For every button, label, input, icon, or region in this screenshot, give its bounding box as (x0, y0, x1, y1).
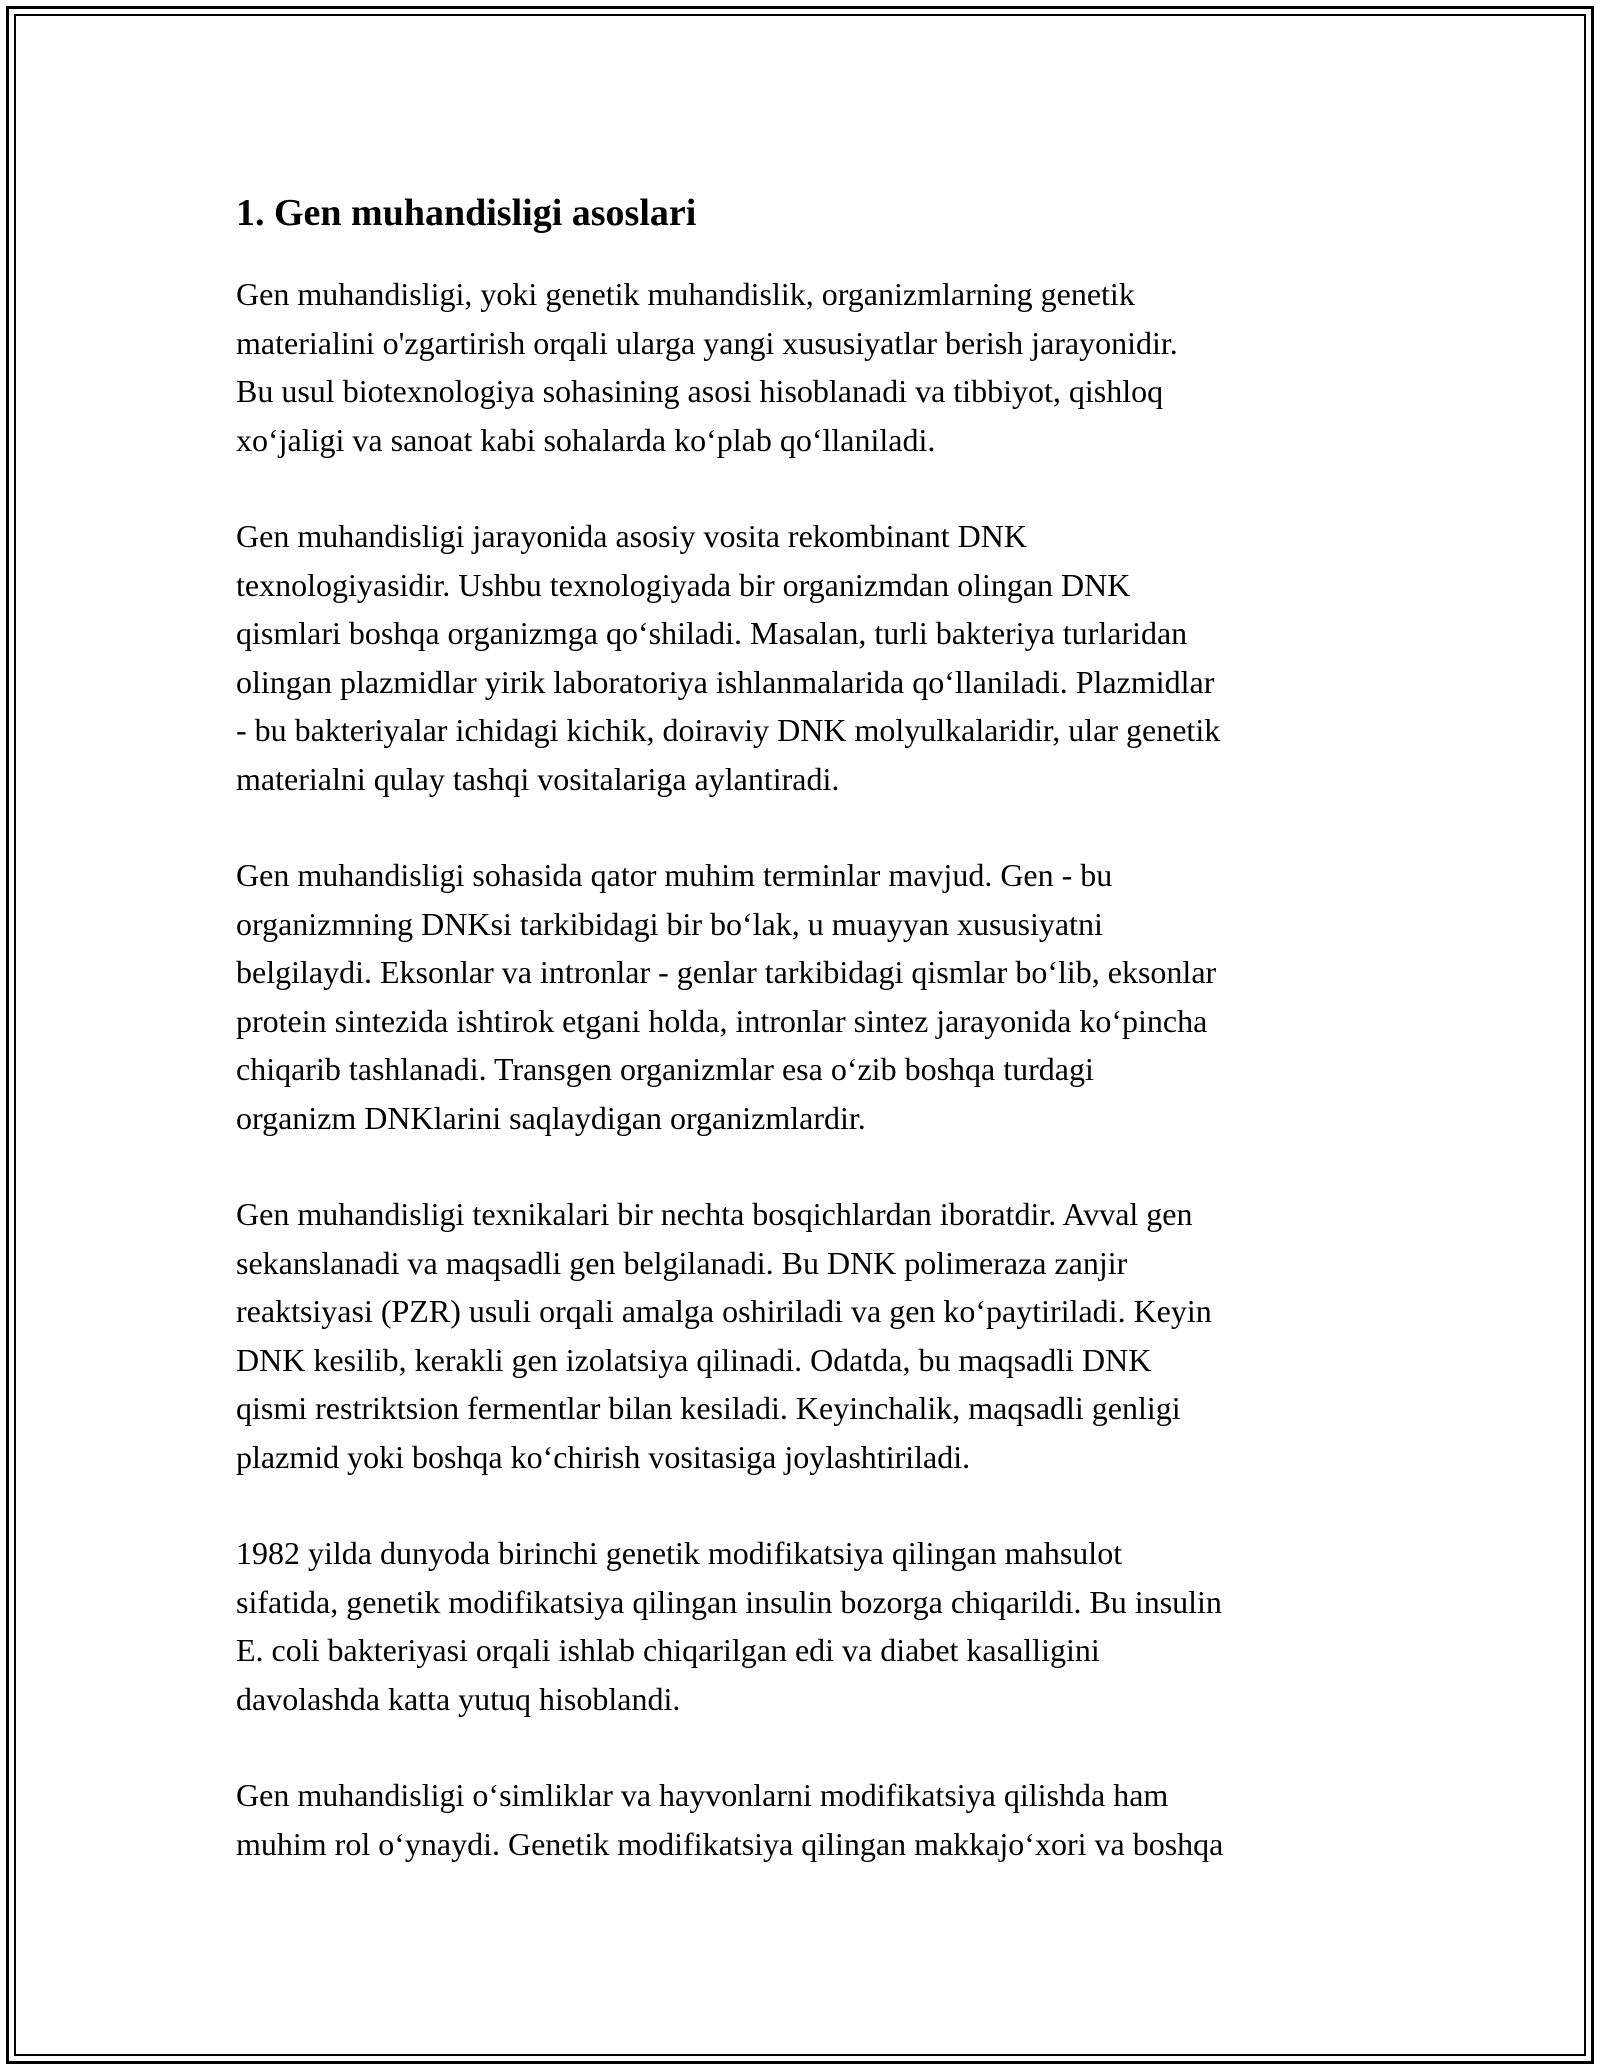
document-body (236, 182, 1376, 1868)
text-line: muhim rol o‘ynaydi. Genetik modifikatsiya qilingan makkajo‘xori va boshqa (236, 1825, 1224, 1862)
text-line: DNK kesilib, kerakli gen izolatsiya qilinadi. Odatda, bu maqsadli DNK (236, 1341, 1152, 1378)
paragraph-plants-animals (236, 1771, 1376, 1868)
text-line: Gen muhandisligi texnikalari bir nechta bosqichlardan iboratdir. Avval gen (236, 1196, 1193, 1232)
paragraph-terminology (236, 851, 1376, 1142)
text-line: Gen muhandisligi o‘simliklar va hayvonlarni modifikatsiya qilishda ham (236, 1777, 1169, 1813)
text-line: xo‘jaligi va sanoat kabi sohalarda ko‘plab qo‘llaniladi. (236, 421, 936, 458)
text-line: olingan plazmidlar yirik laboratoriya ishlanmalarida qo‘llaniladi. Plazmidlar (236, 663, 1215, 700)
text-line: belgilaydi. Eksonlar va intronlar - genlar tarkibidagi qismlar bo‘lib, eksonlar (236, 954, 1217, 990)
text-line: materialini o'zgartirish orqali ularga yangi xususiyatlar berish jarayonidir. (236, 324, 1178, 361)
text-line: protein sintezida ishtirok etgani holda, intronlar sintez jarayonida ko‘pincha (236, 1002, 1208, 1039)
text-line: qismlari boshqa organizmga qo‘shiladi. Masalan, turli bakteriya turlaridan (236, 615, 1188, 651)
text-line: - bu bakteriyalar ichidagi kichik, doiraviy DNK molyulkalaridir, ular genetik (236, 712, 1221, 748)
section-heading: 1. Gen muhandisligi asoslari (236, 192, 697, 234)
text-line: texnologiyasidir. Ushbu texnologiyada bir organizmdan olingan DNK (236, 566, 1131, 603)
text-line: Gen muhandisligi jarayonida asosiy vosita rekombinant DNK (236, 518, 1027, 554)
text-line: chiqarib tashlanadi. Transgen organizmlar esa o‘zib boshqa turdagi (236, 1051, 1094, 1087)
paragraph-intro (236, 270, 1376, 464)
paragraph-insulin (236, 1529, 1376, 1723)
text-line: davolashda katta yutuq hisoblandi. (236, 1680, 681, 1717)
text-line: Gen muhandisligi, yoki genetik muhandislik, organizmlarning genetik (236, 276, 1135, 312)
text-line: organizm DNKlarini saqlaydigan organizmlardir. (236, 1099, 866, 1136)
text-line: organizmning DNKsi tarkibidagi bir bo‘lak, u muayyan xususiyatni (236, 905, 1103, 942)
text-line: E. coli bakteriyasi orqali ishlab chiqarilgan edi va diabet kasalligini (236, 1632, 1100, 1668)
text-line: sekanslanadi va maqsadli gen belgilanadi. Bu DNK polimeraza zanjir (236, 1244, 1128, 1281)
text-line: reaktsiyasi (PZR) usuli orqali amalga oshiriladi va gen ko‘paytiriladi. Keyin (236, 1293, 1212, 1329)
text-line: Bu usul biotexnologiya sohasining asosi hisoblanadi va tibbiyot, qishloq (236, 373, 1164, 409)
text-line: sifatida, genetik modifikatsiya qilingan insulin bozorga chiqarildi. Bu insulin (236, 1583, 1222, 1620)
text-line: Gen muhandisligi sohasida qator muhim terminlar mavjud. Gen - bu (236, 857, 1113, 893)
text-line: plazmid yoki boshqa ko‘chirish vositasiga joylashtiriladi. (236, 1438, 971, 1475)
text-line: 1982 yilda dunyoda birinchi genetik modifikatsiya qilingan mahsulot (236, 1535, 1123, 1571)
paragraph-recombinant-dna (236, 512, 1376, 803)
paragraph-techniques (236, 1190, 1376, 1481)
text-line: qismi restriktsion fermentlar bilan kesiladi. Keyinchalik, maqsadli genligi (236, 1390, 1181, 1426)
text-line: materialni qulay tashqi vositalariga aylantiradi. (236, 760, 840, 797)
